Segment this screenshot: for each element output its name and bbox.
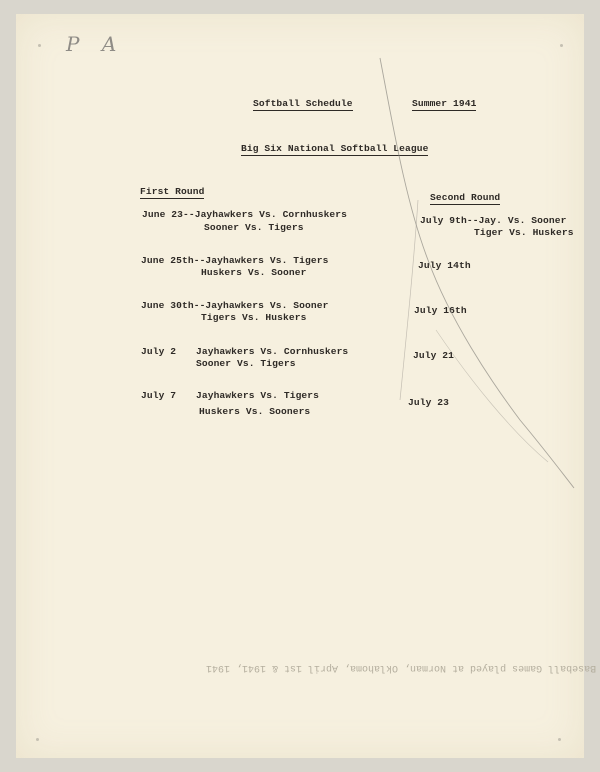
game-5-line-2: Huskers Vs. Sooners	[199, 406, 311, 417]
second-round-date-1: July 9th--Jay. Vs. Sooner	[420, 215, 567, 226]
second-round-date-2: July 14th	[418, 260, 471, 271]
second-round-date-1-line-2: Tiger Vs. Huskers	[474, 227, 574, 238]
game-3-line-2: Tigers Vs. Huskers	[201, 312, 307, 323]
second-round-heading: Second Round	[430, 192, 501, 203]
season-label: Summer 1941	[412, 98, 477, 109]
game-4-line-2: Sooner Vs. Tigers	[196, 358, 296, 369]
game-4-line-1: Jayhawkers Vs. Cornhuskers	[196, 346, 349, 357]
game-5-date: July 7	[141, 390, 177, 401]
speck-2	[560, 44, 563, 47]
game-3-line-1: June 30th--Jayhawkers Vs. Sooner	[141, 300, 329, 311]
game-2-line-2: Huskers Vs. Sooner	[201, 267, 307, 278]
speck-1	[38, 44, 41, 47]
game-1-line-1: June 23--Jayhawkers Vs. Cornhuskers	[142, 209, 348, 220]
speck-3	[36, 738, 39, 741]
game-2-line-1: June 25th--Jayhawkers Vs. Tigers	[141, 255, 329, 266]
schedule-title: Softball Schedule	[253, 98, 353, 109]
league-title: Big Six National Softball League	[241, 143, 429, 154]
second-round-date-4: July 21	[413, 350, 455, 361]
second-round-date-3: July 16th	[414, 305, 467, 316]
first-round-heading: First Round	[140, 186, 205, 197]
bleed-through-text: Baseball Games played at Norman, Oklahoma, April 1st & 1941, 1941	[206, 662, 597, 673]
game-5-line-1: Jayhawkers Vs. Tigers	[196, 390, 320, 401]
handwritten-mark: P A	[66, 32, 125, 56]
document-page	[16, 14, 584, 758]
second-round-date-5: July 23	[408, 397, 450, 408]
game-4-date: July 2	[141, 346, 177, 357]
game-1-line-2: Sooner Vs. Tigers	[204, 222, 304, 233]
speck-4	[558, 738, 561, 741]
